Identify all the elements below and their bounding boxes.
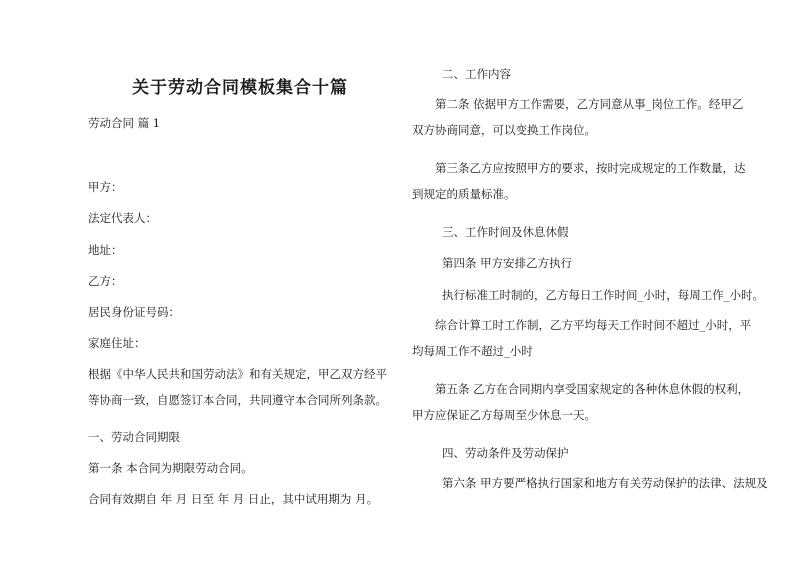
address-label: 地址： <box>88 243 123 257</box>
article2: 第二条 依据甲方工作需要，乙方同意从事_岗位工作。经甲乙双方协商同意，可以变换工作岗位。 <box>412 97 744 137</box>
document-title: 关于劳动合同模板集合十篇 <box>132 78 348 98</box>
intro-paragraph: 根据《中华人民共和国劳动法》和有关规定，甲乙双方经平等协商一致，自愿签订本合同，共同遵守本合同所列条款。 <box>88 367 387 407</box>
home-address-label: 家庭住址： <box>88 336 146 350</box>
section2-heading: 二、工作内容 <box>442 67 511 81</box>
section4-heading: 四、劳动条件及劳动保护 <box>442 446 569 460</box>
party-b-label: 乙方： <box>88 274 123 288</box>
term-line: 合同有效期自 年 月 日至 年 月 日止，其中试用期为 月。 <box>88 492 379 506</box>
article4: 第四条 甲方安排乙方执行 <box>442 256 573 270</box>
section1-heading: 一、劳动合同期限 <box>88 430 180 444</box>
id-number-label: 居民身份证号码： <box>88 305 180 319</box>
party-a-label: 甲方： <box>88 180 123 194</box>
contract-subtitle: 劳动合同 篇 1 <box>88 116 161 130</box>
article5: 第五条 乙方在合同期内享受国家规定的各种休息休假的权利，甲方应保证乙方每周至少休息一天。 <box>412 382 750 422</box>
article6: 第六条 甲方要严格执行国家和地方有关劳动保护的法律、法规及 <box>442 476 768 490</box>
section3-heading: 三、工作时间及休息休假 <box>442 225 569 239</box>
article3: 第三条乙方应按照甲方的要求，按时完成规定的工作数量，达到规定的质量标准。 <box>412 161 746 201</box>
standard-hours: 执行标准工时制的，乙方每日工作时间_小时，每周工作_小时。 <box>442 288 764 302</box>
article1: 第一条 本合同为期限劳动合同。 <box>88 461 253 475</box>
legal-rep-label: 法定代表人： <box>88 211 157 225</box>
comprehensive-hours: 综合计算工时工作制，乙方平均每天工作时间不超过_小时，平均每周工作不超过_小时 <box>412 318 752 358</box>
